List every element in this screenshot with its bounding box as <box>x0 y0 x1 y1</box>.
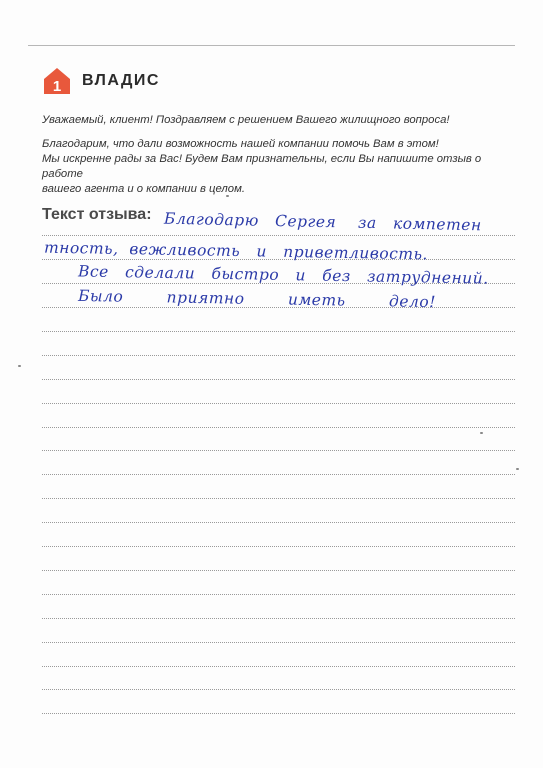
logo-badge-number: 1 <box>52 78 62 95</box>
scan-speck <box>480 432 483 434</box>
house-logo-icon <box>42 66 72 96</box>
intro-text <box>42 113 512 197</box>
scan-speck <box>516 468 519 470</box>
brand-name: ВЛАДИС <box>82 72 160 89</box>
ruled-line <box>42 403 515 404</box>
ruled-line <box>42 570 515 571</box>
handwritten-line: Благодарю Сергея за компетен <box>163 209 482 235</box>
ruled-line <box>42 427 515 428</box>
greeting-line: Уважаемый, клиент! Поздравляем с решением Вашего жилищного вопроса! <box>42 114 450 126</box>
ruled-line <box>42 474 515 475</box>
thanks-line: Благодарим, что дали возможность нашей компании помочь Вам в этом! <box>42 138 439 150</box>
handwritten-line: Все сделали быстро и без затруднений. <box>77 262 489 288</box>
ruled-line <box>42 546 515 547</box>
ruled-line <box>42 450 515 451</box>
ruled-line <box>42 666 515 667</box>
ruled-line <box>42 331 515 332</box>
review-label: Текст отзыва: <box>42 206 152 223</box>
ruled-line <box>42 618 515 619</box>
ruled-line <box>42 379 515 380</box>
top-divider <box>28 45 515 46</box>
ruled-line <box>42 498 515 499</box>
ruled-line <box>42 355 515 356</box>
ruled-line <box>42 713 515 714</box>
ruled-line <box>42 522 515 523</box>
handwritten-line: тность, вежливость и приветливость. <box>43 238 429 264</box>
request-line: Мы искренне рады за Вас! Будем Вам признательны, если Вы напишите отзыв о работе <box>42 153 482 180</box>
ruled-line <box>42 642 515 643</box>
vladis-logo <box>42 66 160 96</box>
ruled-line <box>42 594 515 595</box>
ruled-line <box>42 689 515 690</box>
scan-speck <box>226 195 229 197</box>
handwritten-line: Было приятно иметь дело! <box>77 286 437 312</box>
scan-speck <box>18 365 21 367</box>
ruled-line <box>42 235 515 236</box>
request-line-continued: вашего агента и о компании в целом. <box>42 183 245 195</box>
